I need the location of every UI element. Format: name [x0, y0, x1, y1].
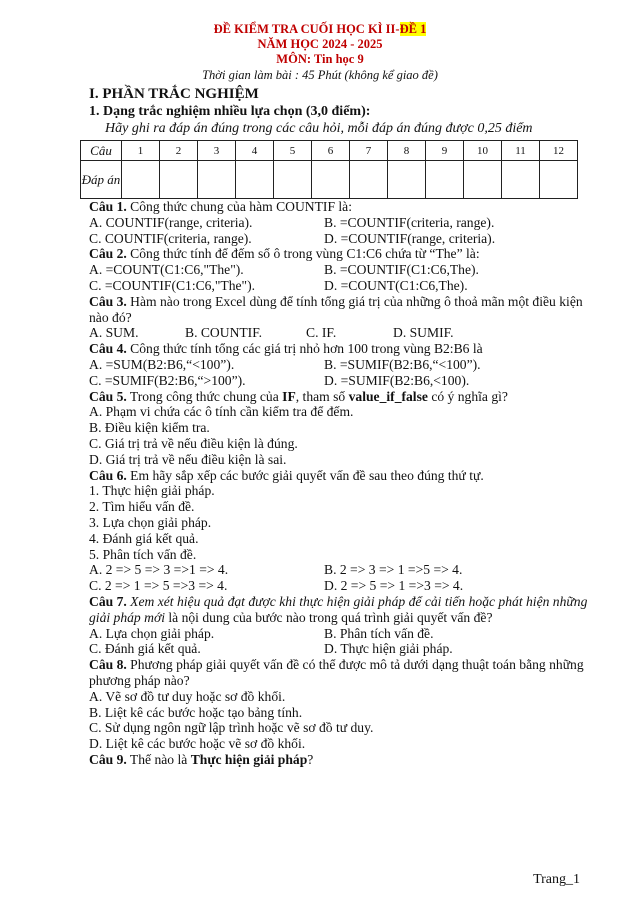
question-label: Câu 3. — [89, 293, 127, 309]
question-number: 3 — [198, 141, 236, 161]
options-row — [89, 357, 589, 373]
answer-cell[interactable] — [502, 161, 540, 199]
answer-table-row-answers — [81, 161, 578, 199]
question-text: Em hãy sắp xếp các bước giải quyết vấn đề sau theo đúng thứ tự. — [126, 467, 484, 483]
option-a: A. 2 => 5 => 3 =>1 => 4. — [89, 562, 229, 578]
question-label: Câu 2. — [89, 246, 127, 262]
options-row — [89, 641, 589, 657]
question-text: Thế nào là — [126, 751, 191, 767]
step-item: 3. Lựa chọn giải pháp. — [89, 514, 212, 530]
answer-cell[interactable] — [312, 161, 350, 199]
option-d: D. =COUNTIF(range, criteria). — [324, 230, 496, 246]
question-7 — [89, 594, 589, 626]
question-text-italic: Xem xét hiệu quả đạt được khi thực hiện giải pháp để cải tiến hoặc phát hiện những giải pháp mới — [89, 593, 588, 625]
options-row — [89, 626, 589, 642]
options-row — [89, 262, 589, 278]
answer-cell[interactable] — [274, 161, 312, 199]
answer-cell[interactable] — [236, 161, 274, 199]
option-c: C. IF. — [306, 325, 337, 341]
option-d: D. SUMIF. — [393, 325, 454, 341]
option-b: B. Liệt kê các bước hoặc tạo bảng tính. — [89, 704, 303, 720]
question-text: , tham số — [295, 388, 349, 404]
question-text: có ý nghĩa gì? — [427, 388, 508, 404]
question-number: 8 — [388, 141, 426, 161]
question-1 — [89, 199, 589, 215]
option-d: D. 2 => 5 => 1 =>3 => 4. — [324, 578, 464, 594]
question-number: 12 — [540, 141, 578, 161]
options-row — [89, 231, 589, 247]
step-item: 4. Đánh giá kết quả. — [89, 530, 199, 546]
question-label: Câu 7. — [89, 593, 127, 609]
question-label: Câu 1. — [89, 199, 127, 214]
question-number: 11 — [502, 141, 540, 161]
exam-title-text: ĐỀ KIỂM TRA CUỐI HỌC KÌ II- — [213, 22, 400, 36]
question-label: Câu 5. — [89, 388, 127, 404]
answer-cell[interactable] — [160, 161, 198, 199]
step-item: 1. Thực hiện giải pháp. — [89, 483, 215, 499]
options-row — [89, 578, 589, 594]
question-number: 9 — [426, 141, 464, 161]
option-c: C. 2 => 1 => 5 =>3 => 4. — [89, 578, 228, 594]
exam-code: ĐỀ 1 — [399, 22, 427, 36]
question-6 — [89, 468, 589, 484]
question-4 — [89, 341, 589, 357]
instruction: Hãy ghi ra đáp án đúng trong các câu hỏi, mỗi đáp án đúng được 0,25 điểm — [105, 121, 533, 136]
options-row — [89, 562, 589, 578]
question-text: Hàm nào trong Excel dùng để tính tổng giá trị của những ô thoả mãn một điều kiện nào đó? — [89, 293, 583, 325]
option-b: B. 2 => 3 => 1 =>5 => 4. — [324, 562, 463, 578]
question-5 — [89, 389, 589, 405]
options-row — [89, 215, 589, 231]
options-row — [89, 325, 589, 341]
question-text: Công thức tính để đếm số ô trong vùng C1:C6 chứa từ “The” là: — [126, 246, 480, 262]
step-item: 5. Phân tích vấn đề. — [89, 546, 197, 562]
question-label: Câu 6. — [89, 467, 127, 483]
option-d: D. =COUNT(C1:C6,The). — [324, 277, 468, 293]
question-label: Câu 8. — [89, 657, 127, 673]
step-item: 2. Tìm hiểu vấn đề. — [89, 499, 195, 515]
school-year: NĂM HỌC 2024 - 2025 — [257, 37, 383, 51]
question-number: 1 — [122, 141, 160, 161]
option-a: A. Lựa chọn giải pháp. — [89, 625, 215, 641]
option-c: C. Đánh giá kết quả. — [89, 641, 201, 657]
option-a: A. =SUM(B2:B6,“<100”). — [89, 356, 235, 372]
option-d: D. Thực hiện giải pháp. — [324, 641, 453, 657]
option-c: C. COUNTIF(criteria, range). — [89, 230, 252, 246]
option-a: A. =COUNT(C1:C6,"The"). — [89, 262, 244, 278]
option-b: B. COUNTIF. — [185, 325, 263, 341]
question-label: Câu 4. — [89, 341, 127, 357]
option-c: C. =COUNTIF(C1:C6,"The"). — [89, 277, 256, 293]
answer-cell[interactable] — [426, 161, 464, 199]
question-2 — [89, 246, 589, 262]
option-b: B. Điều kiện kiểm tra. — [89, 420, 210, 436]
option-a: A. COUNTIF(range, criteria). — [89, 214, 253, 230]
page-number: Trang_1 — [533, 872, 580, 887]
options-row — [89, 278, 589, 294]
answer-cell[interactable] — [464, 161, 502, 199]
questions-list — [89, 199, 589, 768]
question-number: 6 — [312, 141, 350, 161]
option-a: A. Vẽ sơ đồ tư duy hoặc sơ đồ khối. — [89, 688, 286, 704]
option-d: D. =SUMIF(B2:B6,<100). — [324, 372, 470, 388]
question-text: ? — [307, 751, 314, 767]
option-a: A. SUM. — [89, 325, 139, 341]
question-text: là nội dung của bước nào trong quá trình giải quyết vấn đề? — [164, 609, 493, 625]
answer-cell[interactable] — [540, 161, 578, 199]
subject: MÔN: Tin học 9 — [276, 52, 364, 66]
question-text: Trong công thức chung của — [126, 388, 283, 404]
row-label-question: Câu — [81, 141, 122, 161]
question-keyword: value_if_false — [348, 388, 428, 404]
section-heading: I. PHẦN TRẮC NGHIỆM — [89, 86, 259, 102]
time-limit: Thời gian làm bài : 45 Phút (không kể giao đề) — [202, 68, 438, 82]
question-keyword: Thực hiện giải pháp — [190, 751, 308, 767]
option-b: B. =COUNTIF(criteria, range). — [324, 214, 495, 230]
answer-cell[interactable] — [388, 161, 426, 199]
question-8 — [89, 657, 589, 689]
question-number: 5 — [274, 141, 312, 161]
option-c: C. =SUMIF(B2:B6,“>100”). — [89, 372, 246, 388]
question-9 — [89, 752, 589, 768]
answer-cell[interactable] — [350, 161, 388, 199]
option-d: D. Giá trị trả về nếu điều kiện là sai. — [89, 451, 287, 467]
option-c: C. Sử dụng ngôn ngữ lập trình hoặc vẽ sơ đồ tư duy. — [89, 720, 374, 736]
question-number: 2 — [160, 141, 198, 161]
answer-table-row-numbers — [81, 141, 578, 161]
option-b: B. Phân tích vấn đề. — [324, 625, 434, 641]
answer-cell[interactable] — [122, 161, 160, 199]
exam-title — [0, 22, 640, 37]
question-3 — [89, 294, 589, 326]
question-number: 10 — [464, 141, 502, 161]
option-d: D. Liệt kê các bước hoặc vẽ sơ đồ khối. — [89, 736, 306, 752]
option-c: C. Giá trị trả về nếu điều kiện là đúng. — [89, 435, 298, 451]
row-label-answer: Đáp án — [81, 161, 122, 199]
question-text: Công thức tính tổng các giá trị nhỏ hơn 100 trong vùng B2:B6 là — [126, 341, 483, 357]
question-number: 4 — [236, 141, 274, 161]
question-keyword: IF — [282, 388, 296, 404]
answer-cell[interactable] — [198, 161, 236, 199]
options-row — [89, 373, 589, 389]
question-label: Câu 9. — [89, 751, 127, 767]
option-b: B. =SUMIF(B2:B6,“<100”). — [324, 356, 481, 372]
question-number: 7 — [350, 141, 388, 161]
question-text: Công thức chung của hàm COUNTIF là: — [126, 199, 352, 214]
question-text: Phương pháp giải quyết vấn đề có thể được mô tả dưới dạng thuật toán bằng những phương pháp nào? — [89, 657, 584, 688]
option-a: A. Phạm vi chứa các ô tính cần kiểm tra để đếm. — [89, 404, 354, 420]
option-b: B. =COUNTIF(C1:C6,The). — [324, 262, 479, 278]
subsection-heading: 1. Dạng trắc nghiệm nhiều lựa chọn (3,0 điểm): — [89, 104, 371, 119]
answer-table — [80, 140, 578, 199]
